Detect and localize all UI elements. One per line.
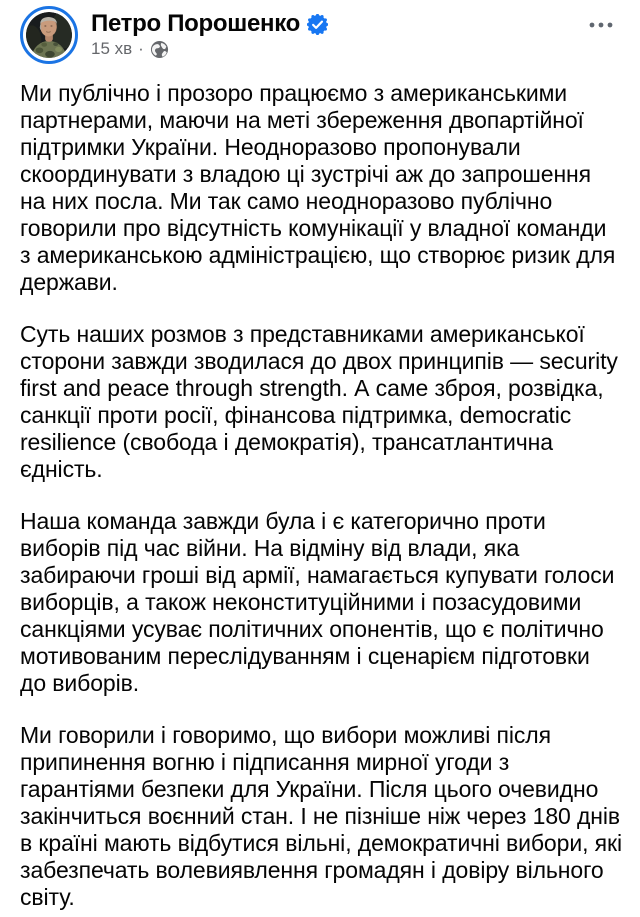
timestamp[interactable]: 15 хв bbox=[91, 39, 133, 58]
post-paragraph-3: Наша команда завжди була і є категорично проти виборів під час війни. На відміну від влади, яка забираючи гроші від армії, намагається купувати голоси виборців, а також неконституційними і позасудовими санкціями усуває політичних опонентів, що є політично мотивованим переслідуванням і сценарієм підготовки до виборів. bbox=[20, 508, 615, 696]
post-paragraph-4: Ми говорили і говоримо, що вибори можливі після припинення вогню і підписання мирної угоди з гарантіями безпеки для України. Після цього очевидно закінчиться воєнний стан. І не пізніше ніж через 180 днів в країні мають відбутися вільні, демократичні вибори, які забезпечать волевиявлення громадян і довіру вільного світу. bbox=[20, 722, 622, 910]
post-text bbox=[0, 64, 640, 911]
author-name[interactable]: Петро Порошенко bbox=[91, 10, 300, 37]
verified-badge-icon bbox=[307, 14, 328, 35]
more-options-button[interactable] bbox=[582, 10, 620, 40]
post-paragraph-1: Ми публічно і прозоро працюємо з американськими партнерами, маючи на меті збереження двопартійної підтримки України. Неодноразово пропонували скоординувати з владою ці зустрічі аж до запрошення на них посла. Ми так само неодноразово публічно говорили про відсутність комунікації у владної команди з американською адміністрацією, що створює ризик для держави. bbox=[20, 80, 616, 295]
post-header bbox=[0, 0, 640, 64]
ellipsis-icon bbox=[588, 21, 614, 29]
profile-photo bbox=[26, 12, 72, 58]
name-row bbox=[91, 10, 328, 37]
post-meta bbox=[91, 39, 328, 59]
post-paragraph-2: Суть наших розмов з представниками американської сторони завжди зводилася до двох принципів — security first and peace through strength. А саме зброя, розвідка, санкції проти росії, фінансова підтримка, democratic resilience (свобода і демократія), трансатлантична єдність. bbox=[20, 321, 618, 482]
meta-separator: · bbox=[138, 39, 144, 58]
globe-icon bbox=[150, 40, 169, 59]
avatar[interactable] bbox=[20, 6, 78, 64]
header-info bbox=[91, 6, 328, 59]
